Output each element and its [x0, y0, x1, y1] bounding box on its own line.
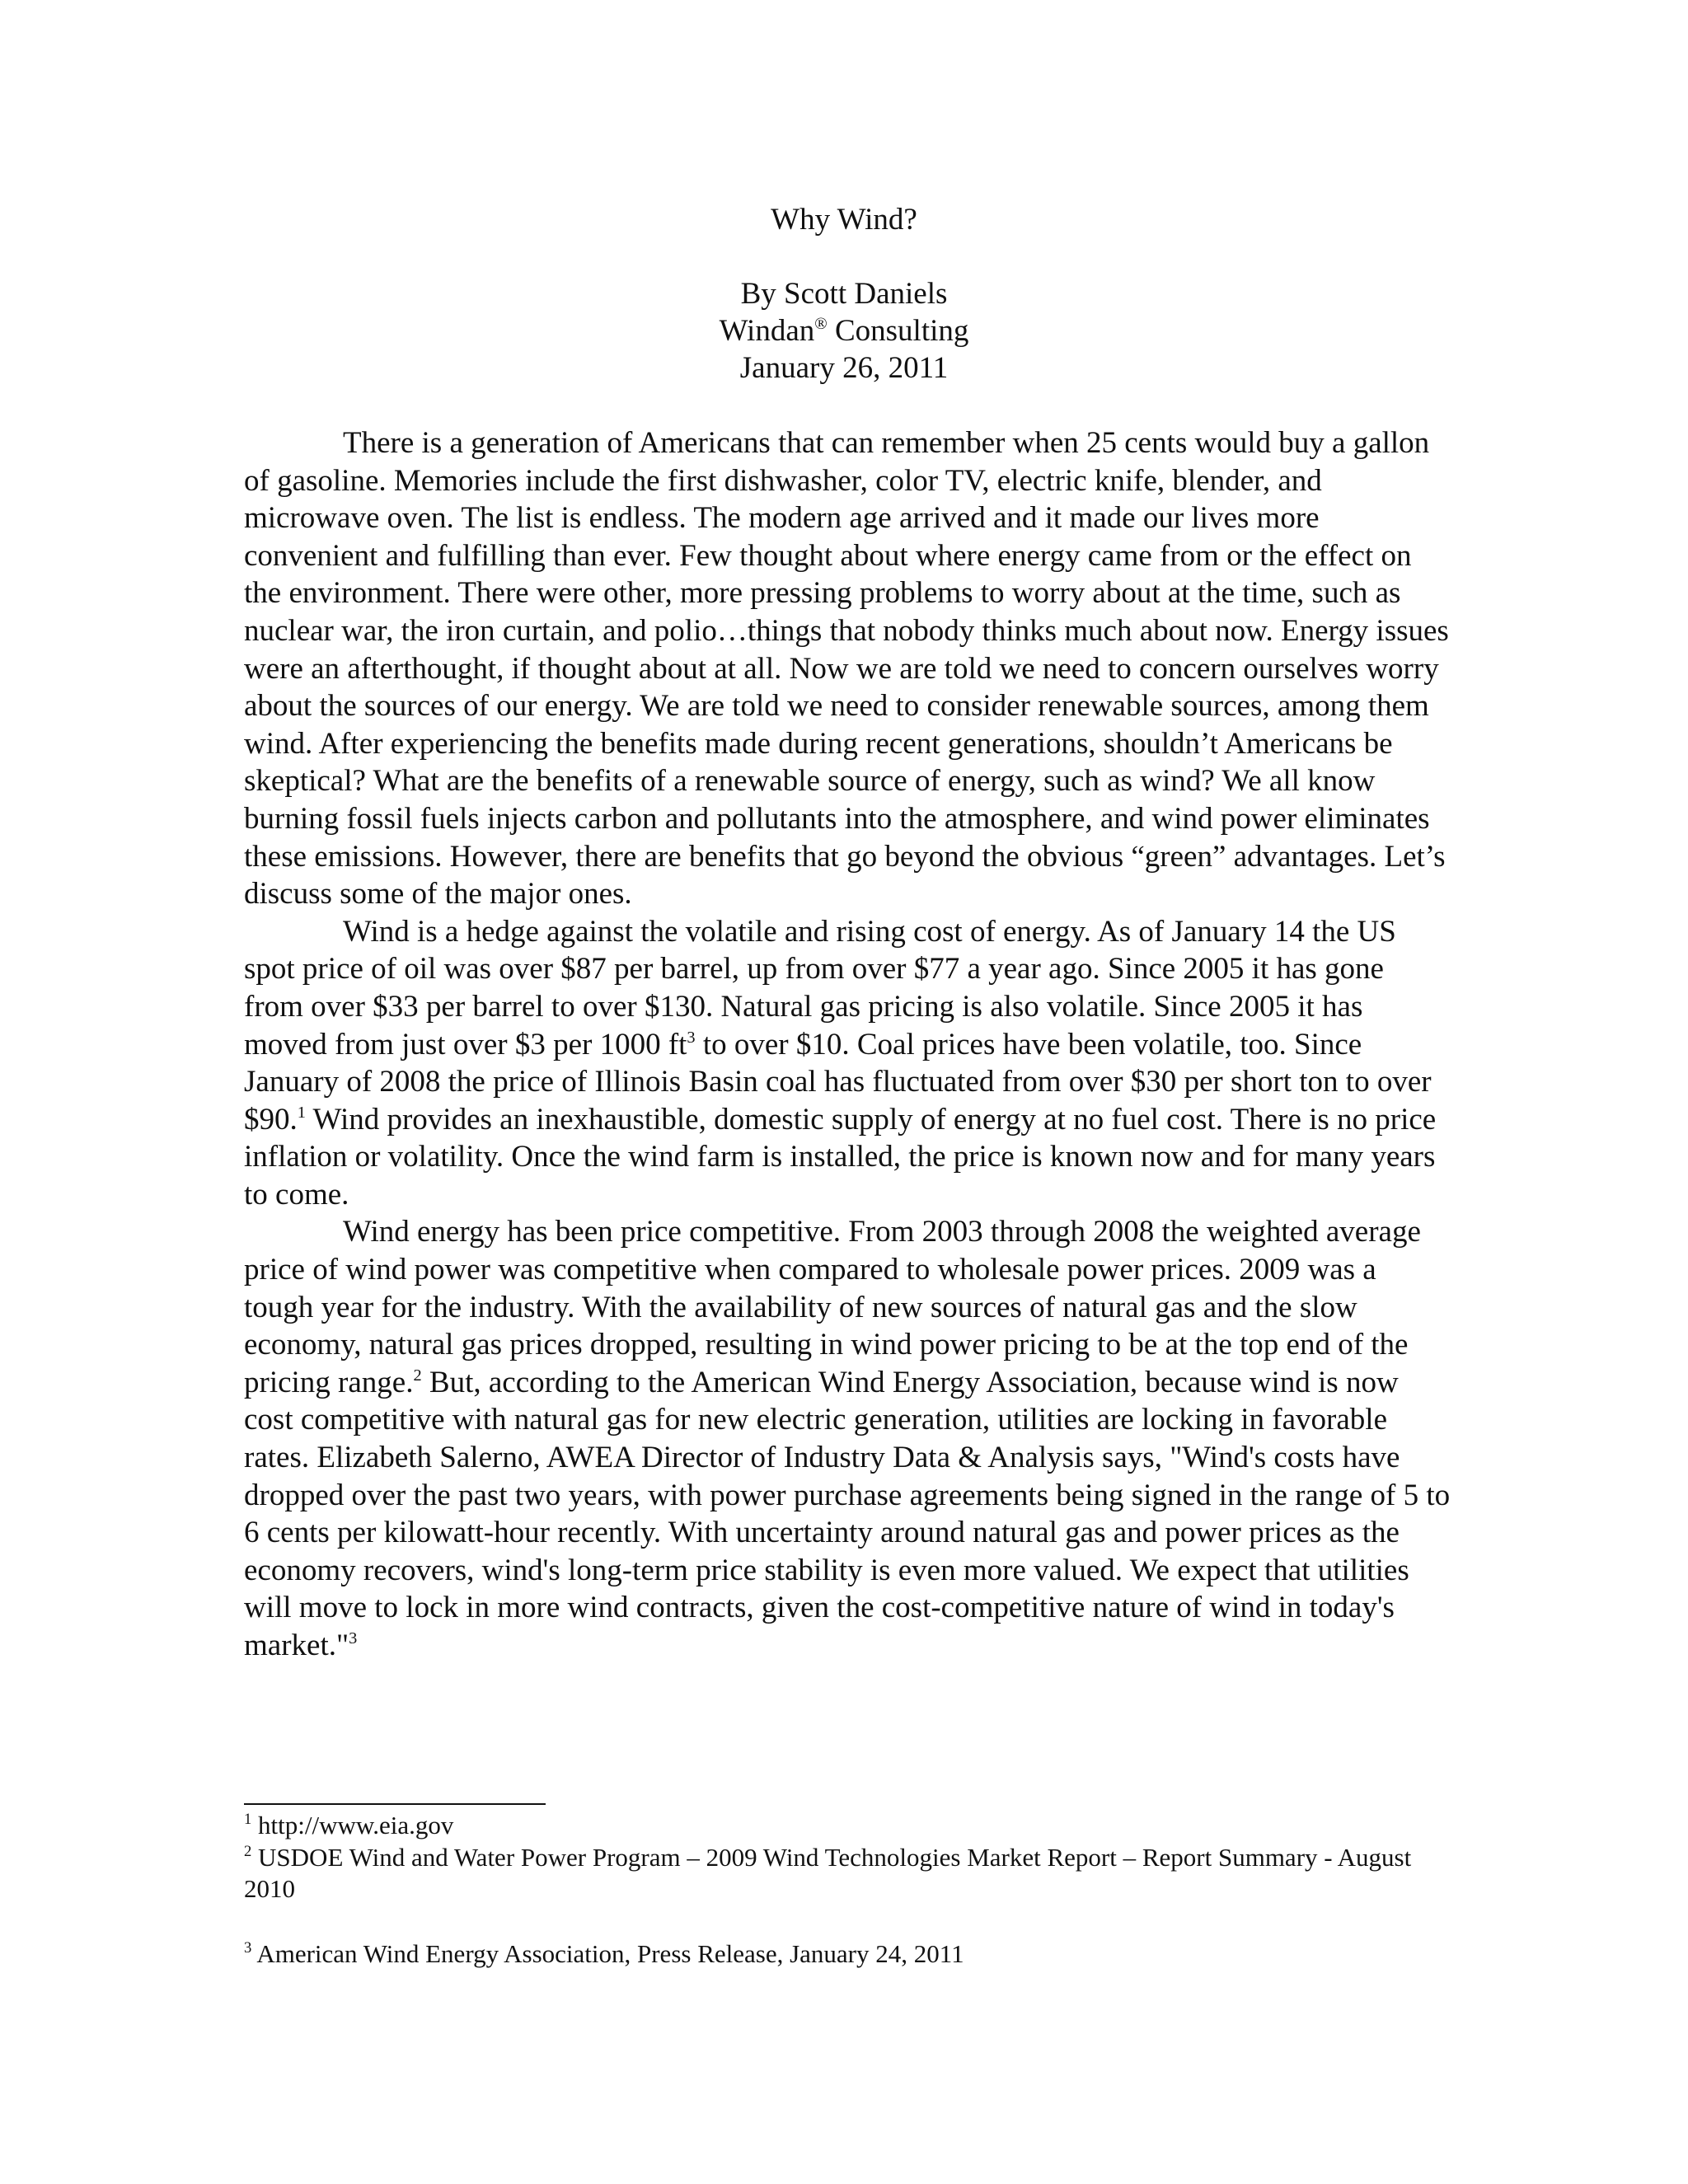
body-text	[244, 424, 1451, 1665]
superscript-cubed: 3	[687, 1028, 696, 1047]
paragraph-2-text-b: to over $10. Coal prices have been volatile, too. Since January of 2008 the price of Illinois Basin coal has fluctuated from over $30 per short ton to over $90.	[244, 1027, 1432, 1137]
company-name: Windan	[719, 314, 815, 348]
footnote-1	[244, 1810, 1451, 1841]
footnote-text: American Wind Energy Association, Press Release, January 24, 2011	[251, 1939, 964, 1968]
footnote-mark: 2	[244, 1842, 252, 1860]
paragraph-2-text-c: Wind provides an inexhaustible, domestic supply of energy at no fuel cost. There is no price inflation or volatility. Once the wind farm is installed, the price is known now and for many years to come.	[244, 1102, 1437, 1212]
registered-mark: ®	[814, 314, 828, 333]
footnote-3	[244, 1938, 1451, 1970]
footnote-ref-2: 2	[413, 1366, 422, 1385]
footnote-ref-1: 1	[297, 1103, 306, 1122]
paragraph-1: There is a generation of Americans that can remember when 25 cents would buy a gallon of gasoline. Memories include the first dishwasher, color TV, electric knife, blender, and microwave oven. The list is endless. The modern age arrived and it made our lives more convenient and fulfilling than ever. Few thought about where energy came from or the effect on the environment. There were other, more pressing problems to worry about at the time, such as nuclear war, the iron curtain, and polio…things that nobody thinks much about now. Energy issues were an afterthought, if thought about at all. Now we are told we need to concern ourselves worry about the sources of our energy. We are told we need to consider renewable sources, among them wind. After experiencing the benefits made during recent generations, shouldn’t Americans be skeptical? What are the benefits of a renewable source of energy, such as wind? We all know burning fossil fuels injects carbon and pollutants into the atmosphere, and wind power eliminates these emissions. However, there are benefits that go beyond the obvious “green” advantages. Let’s discuss some of the major ones.	[244, 426, 1449, 912]
company-line	[0, 312, 1688, 350]
footnote-mark: 3	[244, 1938, 252, 1957]
footnote-mark: 1	[244, 1810, 252, 1828]
paragraph-3	[244, 1213, 1451, 1664]
paragraph-2	[244, 913, 1451, 1214]
footnote-separator	[244, 1803, 546, 1805]
footnote-2	[244, 1842, 1451, 1905]
paragraph-3-text-b: But, according to the American Wind Energy Association, because wind is now cost competitive with natural gas for new electric generation, utilities are locking in favorable rates. Elizabeth Salerno, AWEA Director of Industry Data & Analysis says, "Wind's costs have dropped over the past two years, with power purchase agreements being signed in the range of 5 to 6 cents per kilowatt-hour recently. With uncertainty around natural gas and power prices as the economy recovers, wind's long-term price stability is even more valued. We expect that utilities will move to lock in more wind contracts, given the cost-competitive nature of wind in today's market."	[244, 1365, 1451, 1662]
author-line: By Scott Daniels	[740, 277, 948, 311]
document-title: Why Wind?	[771, 203, 917, 237]
paragraph-2-text-a: Wind is a hedge against the volatile and rising cost of energy. As of January 14 the US spot price of oil was over $87 per barrel, up from over $77 a year ago. Since 2005 it has gone from over $33 per barrel to over $130. Natural gas pricing is also volatile. Since 2005 it has moved from just over $3 per 1000 ft	[244, 914, 1396, 1062]
footnote-text: http://www.eia.gov	[251, 1811, 454, 1840]
date-line: January 26, 2011	[739, 351, 949, 385]
footnote-text: USDOE Wind and Water Power Program – 2009 Wind Technologies Market Report – Report Summary - August 2010	[244, 1843, 1412, 1903]
footnote-ref-3: 3	[349, 1629, 358, 1647]
company-suffix: Consulting	[827, 314, 969, 348]
paragraph-3-text-a: Wind energy has been price competitive. From 2003 through 2008 the weighted average price of wind power was competitive when compared to wholesale power prices. 2009 was a tough year for the industry. With the availability of new sources of natural gas and the slow economy, natural gas prices dropped, resulting in wind power pricing to be at the top end of the pricing range.	[244, 1215, 1421, 1399]
